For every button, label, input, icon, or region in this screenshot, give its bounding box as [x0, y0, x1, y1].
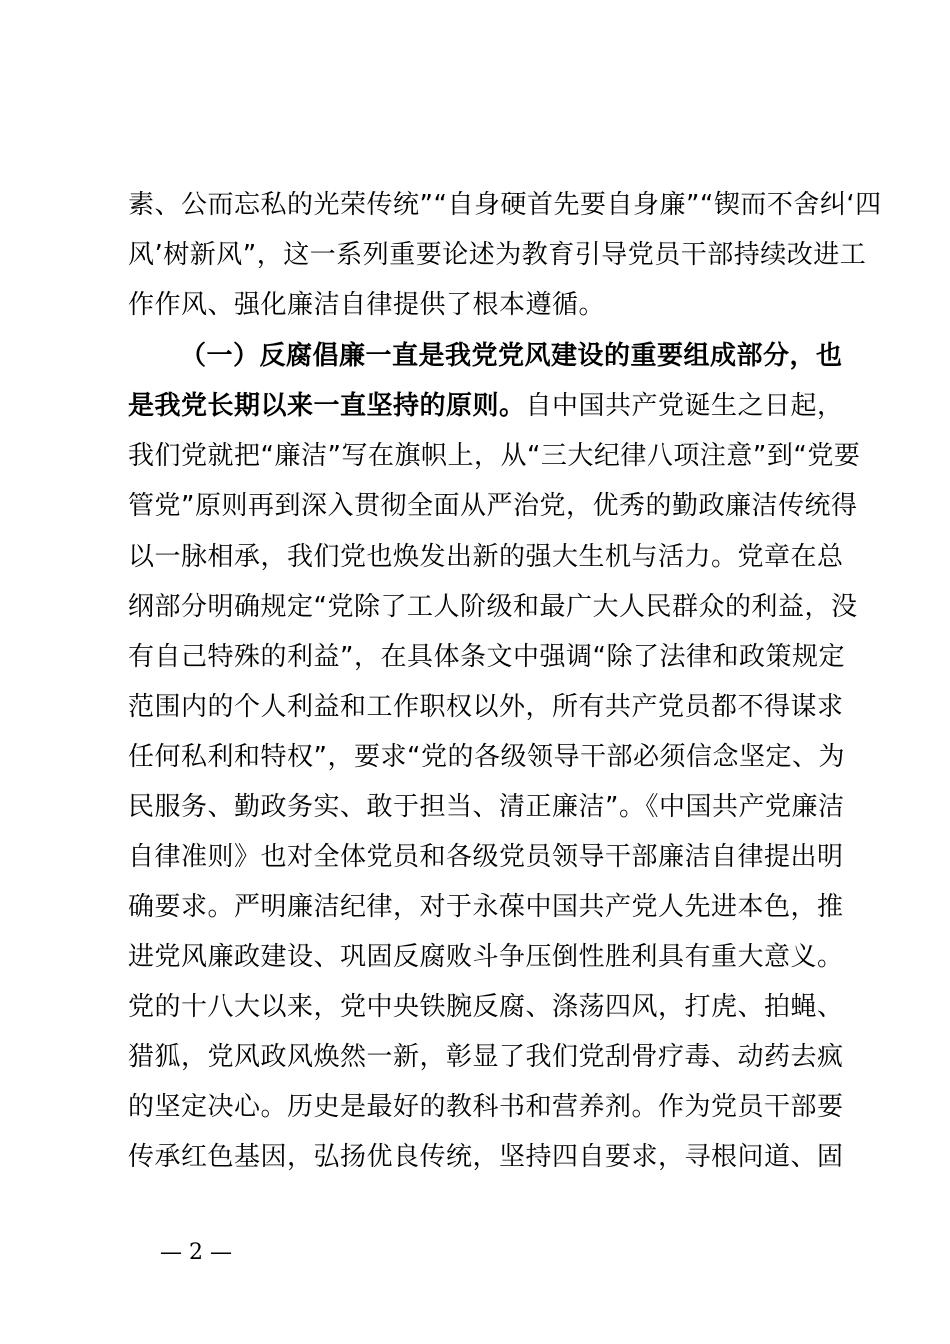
paragraph-line: 确要求。严明廉洁纪律，对于永葆中国共产党人先进本色，推: [128, 892, 844, 922]
paragraph-line: 民服务、勤政务实、敢于担当、清正廉洁”。《中国共产党廉洁: [128, 792, 845, 822]
paragraph-line: 纲部分明确规定“党除了工人阶级和最广大人民群众的利益，没: [128, 592, 858, 622]
paragraph-line: 我们党就把“廉洁”写在旗帜上，从“三大纪律八项注意”到“党要: [128, 441, 861, 471]
paragraph-line: 自律准则》也对全体党员和各级党员领导干部廉洁自律提出明: [128, 842, 844, 872]
section-heading-line-1: （一）反腐倡廉一直是我党党风建设的重要组成部分，也: [180, 341, 843, 371]
paragraph-line: 以一脉相承，我们党也焕发出新的强大生机与活力。党章在总: [128, 542, 844, 572]
paragraph-line: 有自己特殊的利益”，在具体条文中强调“除了法律和政策规定: [128, 642, 845, 672]
paragraph-line: 任何私利和特权”，要求“党的各级领导干部必须信念坚定、为: [128, 742, 845, 772]
paragraph-line: 传承红色基因，弘扬优良传统，坚持四自要求，寻根问道、固: [128, 1142, 844, 1172]
paragraph-line: 进党风廉政建设、巩固反腐败斗争压倒性胜利具有重大意义。: [128, 942, 844, 972]
paragraph-line: 党的十八大以来，党中央铁腕反腐、涤荡四风，打虎、拍蝇、: [128, 992, 844, 1022]
section-line-2-rest: 自中国共产党诞生之日起，: [525, 391, 844, 421]
section-line-2: [128, 386, 844, 426]
page-number: — 2 —: [160, 1240, 232, 1265]
body-line-1: 素、公而忘私的光荣传统”“自身硬首先要自身廉”“锲而不舍纠‘四: [128, 190, 882, 220]
paragraph-line: 管党”原则再到深入贯彻全面从严治党，优秀的勤政廉洁传统得: [128, 491, 858, 521]
body-line-2: 风’树新风”，这一系列重要论述为教育引导党员干部持续改进工: [128, 240, 867, 270]
paragraph-line: 范围内的个人利益和工作职权以外，所有共产党员都不得谋求: [128, 692, 844, 722]
paragraph-line: 的坚定决心。历史是最好的教科书和营养剂。作为党员干部要: [128, 1092, 844, 1122]
paragraph-line: 猎狐，党风政风焕然一新，彰显了我们党刮骨疗毒、动药去疯: [128, 1042, 844, 1072]
body-line-3: 作作风、强化廉洁自律提供了根本遵循。: [128, 290, 606, 320]
section-heading-line-2: 是我党长期以来一直坚持的原则。: [128, 391, 526, 421]
